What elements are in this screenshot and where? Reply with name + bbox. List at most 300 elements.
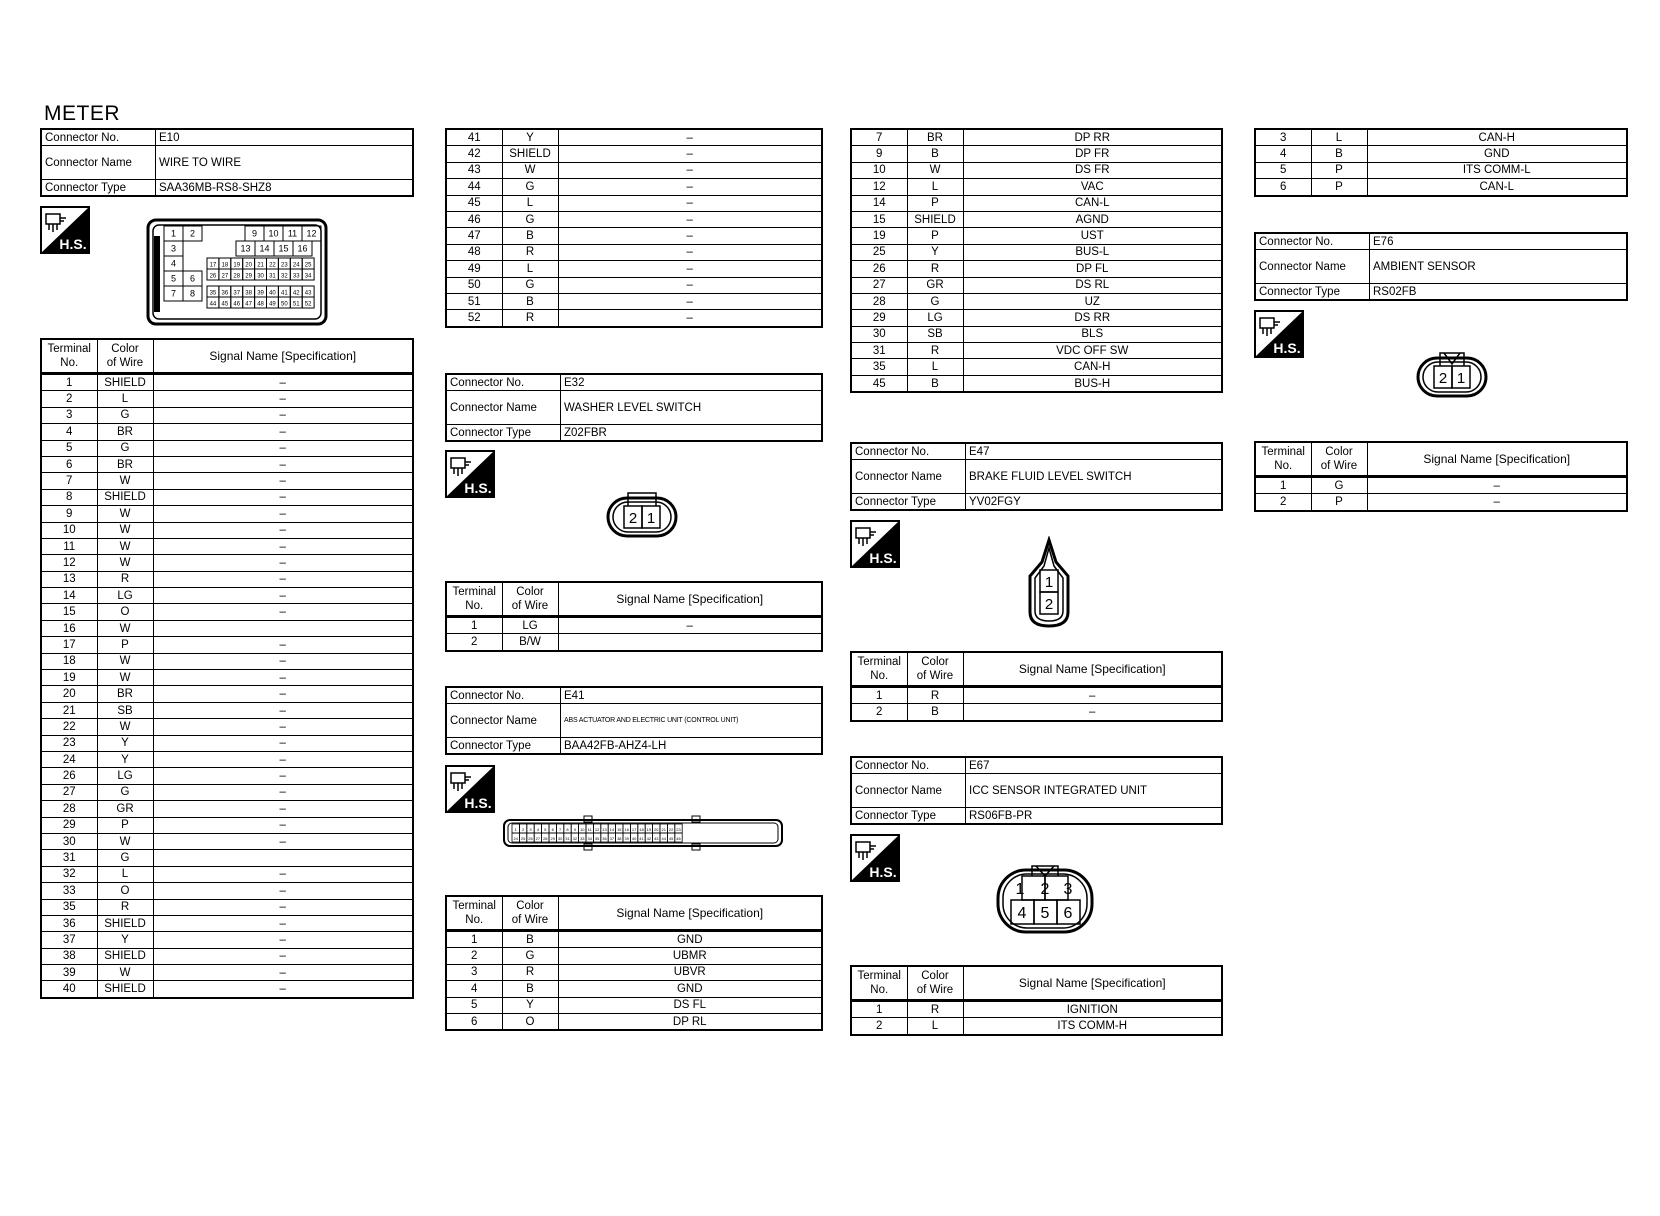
color-cell: G — [502, 179, 558, 195]
color-header: Color of Wire — [97, 339, 153, 374]
signal-cell: ITS COMM-H — [963, 1018, 1222, 1035]
table-row — [41, 571, 413, 587]
table-row — [851, 179, 1222, 195]
color-cell: W — [502, 162, 558, 178]
terminal-header: Terminal No. — [446, 582, 502, 617]
e10-pin-label: 46 — [233, 301, 241, 308]
table-row — [446, 981, 822, 997]
table-row — [446, 261, 822, 277]
color-cell: W — [97, 620, 153, 636]
color-cell: O — [502, 1013, 558, 1030]
harness-side-icon — [1254, 310, 1304, 358]
e41-pin-label: 43 — [654, 836, 659, 841]
color-cell: Y — [97, 932, 153, 948]
terminal-cell: 6 — [1255, 179, 1311, 196]
color-cell: L — [97, 866, 153, 882]
color-cell: LG — [97, 768, 153, 784]
table-row — [41, 965, 413, 981]
connector-no-value: E32 — [561, 374, 823, 391]
color-cell: Y — [97, 751, 153, 767]
signal-cell: – — [1367, 477, 1627, 494]
signal-cell: DS FR — [963, 162, 1222, 178]
color-cell: R — [97, 571, 153, 587]
e41-pin-label: 12 — [594, 827, 600, 832]
e76-connector-face-diagram — [1416, 350, 1488, 400]
terminal-cell: 2 — [851, 1018, 907, 1035]
signal-cell: CAN-L — [1367, 179, 1627, 196]
e41-pin-label: 4 — [536, 827, 540, 832]
e41-pin-label: 42 — [646, 836, 652, 841]
signal-cell — [153, 620, 413, 636]
terminal-cell: 3 — [446, 964, 502, 980]
color-cell: W — [97, 555, 153, 571]
terminal-cell: 12 — [41, 555, 97, 571]
e10-pin-label: 12 — [306, 228, 317, 239]
connector-type-label: Connector Type — [851, 494, 966, 511]
e10-pin-label: 45 — [221, 301, 229, 308]
table-row — [41, 702, 413, 718]
e10-pin-label: 16 — [297, 243, 308, 254]
signal-cell: – — [153, 538, 413, 554]
e10-pin-label: 1 — [170, 228, 177, 239]
color-cell: G — [907, 293, 963, 309]
signal-cell: – — [153, 932, 413, 948]
table-row — [41, 407, 413, 423]
color-cell: G — [97, 440, 153, 456]
e10-pin-label: 24 — [292, 262, 300, 269]
terminal-cell: 24 — [41, 751, 97, 767]
terminal-cell: 9 — [851, 146, 907, 162]
connector-plug-icon — [856, 842, 876, 860]
terminal-cell: 20 — [41, 686, 97, 702]
table-row — [851, 162, 1222, 178]
connector-name-label: Connector Name — [851, 774, 966, 808]
e10-pin-label: 36 — [221, 290, 229, 297]
color-cell: B — [907, 375, 963, 392]
e67-pin-4: 4 — [1017, 905, 1027, 922]
color-cell: SB — [907, 326, 963, 342]
terminal-cell: 2 — [446, 634, 502, 651]
table-row — [1255, 162, 1627, 178]
signal-cell: DS RR — [963, 310, 1222, 326]
color-cell: W — [97, 670, 153, 686]
color-cell: R — [907, 261, 963, 277]
e10-pin-label: 49 — [269, 301, 276, 308]
terminal-cell: 40 — [41, 981, 97, 998]
e10-pin-label: 8 — [189, 288, 196, 299]
table-row — [41, 899, 413, 915]
table-row — [41, 719, 413, 735]
connector-type-value: RS06FB-PR — [966, 808, 1223, 825]
connector-type-value: SAA36MB-RS8-SHZ8 — [156, 180, 414, 197]
signal-cell: BUS-H — [963, 375, 1222, 392]
connector-type-label: Connector Type — [41, 180, 156, 197]
color-cell: W — [97, 538, 153, 554]
connector-no-label: Connector No. — [1255, 233, 1370, 250]
color-cell: W — [97, 473, 153, 489]
harness-side-icon — [445, 450, 495, 498]
signal-cell: – — [153, 506, 413, 522]
signal-cell: – — [963, 704, 1222, 721]
table-row — [446, 948, 822, 964]
table-row — [41, 424, 413, 440]
connector-name-label: Connector Name — [446, 704, 561, 738]
signal-cell: – — [153, 407, 413, 423]
signal-cell: – — [558, 129, 822, 146]
signal-header: Signal Name [Specification] — [558, 582, 822, 617]
signal-cell: – — [153, 637, 413, 653]
e10-pin-label: 50 — [281, 301, 288, 308]
signal-cell — [153, 850, 413, 866]
signal-cell: BUS-L — [963, 244, 1222, 260]
table-row — [41, 637, 413, 653]
color-cell: GR — [907, 277, 963, 293]
signal-cell: DP FR — [963, 146, 1222, 162]
connector-no-label: Connector No. — [851, 757, 966, 774]
signal-cell: – — [153, 751, 413, 767]
color-cell: B — [907, 146, 963, 162]
signal-cell: CAN-H — [1367, 129, 1627, 146]
e41-pin-label: 30 — [557, 836, 563, 841]
table-row — [851, 359, 1222, 375]
table-row — [851, 1001, 1222, 1018]
e41-pin-label: 15 — [617, 827, 622, 832]
pin-table-e10 — [40, 338, 414, 999]
signal-cell: – — [153, 653, 413, 669]
signal-cell: – — [153, 374, 413, 391]
e10-pin-label: 51 — [292, 301, 300, 308]
hs-label: H.S. — [464, 795, 492, 811]
e67-pin-6: 6 — [1063, 905, 1073, 922]
terminal-cell: 48 — [446, 244, 502, 260]
e41-pin-label: 41 — [639, 836, 644, 841]
e41-pin-label: 31 — [565, 836, 570, 841]
terminal-cell: 33 — [41, 883, 97, 899]
signal-cell: – — [963, 687, 1222, 704]
signal-cell: – — [153, 555, 413, 571]
e41-pin-label: 17 — [631, 827, 637, 832]
table-row — [41, 604, 413, 620]
color-cell: W — [97, 719, 153, 735]
connector-name-label: Connector Name — [41, 146, 156, 180]
terminal-cell: 45 — [851, 375, 907, 392]
color-cell: P — [1311, 179, 1367, 196]
table-row — [41, 915, 413, 931]
signal-cell: – — [153, 981, 413, 998]
signal-cell: UBMR — [558, 948, 822, 964]
e47-pin-1: 1 — [1044, 574, 1054, 591]
e41-pin-label: 35 — [594, 836, 600, 841]
hs-label: H.S. — [869, 864, 897, 880]
color-header: Color of Wire — [502, 582, 558, 617]
table-row — [446, 964, 822, 980]
e41-pin-label: 20 — [654, 827, 659, 832]
signal-cell: – — [153, 702, 413, 718]
table-row — [41, 374, 413, 391]
terminal-cell: 18 — [41, 653, 97, 669]
terminal-cell: 50 — [446, 277, 502, 293]
signal-cell: DS FL — [558, 997, 822, 1013]
e10-pin-label: 17 — [209, 262, 217, 269]
e10-pin-label: 21 — [257, 262, 264, 269]
e41-pin-label: 22 — [668, 827, 674, 832]
e10-pin-label: 33 — [292, 273, 300, 280]
table-row — [41, 817, 413, 833]
e10-pin-label: 41 — [281, 290, 288, 297]
terminal-cell: 2 — [446, 948, 502, 964]
e10-pin-label: 22 — [269, 262, 276, 269]
table-row — [41, 932, 413, 948]
connector-name-label: Connector Name — [446, 391, 561, 425]
color-cell: B — [1311, 146, 1367, 162]
terminal-cell: 5 — [41, 440, 97, 456]
color-cell: SB — [97, 702, 153, 718]
e41-pin-label: 37 — [609, 836, 615, 841]
signal-cell: AGND — [963, 211, 1222, 227]
color-cell: BR — [97, 456, 153, 472]
signal-cell: – — [558, 211, 822, 227]
harness-side-icon — [445, 765, 495, 813]
color-cell: L — [97, 391, 153, 407]
table-row — [41, 883, 413, 899]
table-row — [41, 506, 413, 522]
e10-pin-label: 11 — [287, 228, 298, 239]
terminal-cell: 3 — [41, 407, 97, 423]
e41-pin-label: 46 — [676, 836, 681, 841]
table-row — [851, 211, 1222, 227]
e10-pin-label: 5 — [170, 273, 177, 284]
connector-name-value: WIRE TO WIRE — [156, 146, 414, 180]
terminal-cell: 15 — [41, 604, 97, 620]
harness-side-icon — [850, 520, 900, 568]
e67-connector-face-diagram — [996, 862, 1094, 936]
e10-connector-face-diagram — [146, 218, 328, 326]
table-row — [851, 129, 1222, 146]
e10-pin-label: 2 — [189, 228, 196, 239]
table-row — [41, 555, 413, 571]
connector-type-label: Connector Type — [446, 738, 561, 755]
connector-name-label: Connector Name — [1255, 250, 1370, 284]
signal-cell: DP FL — [963, 261, 1222, 277]
e10-pin-label: 30 — [257, 273, 264, 280]
table-row — [446, 195, 822, 211]
e41-pin-label: 40 — [631, 836, 637, 841]
connector-no-value: E67 — [966, 757, 1223, 774]
color-cell: SHIELD — [502, 146, 558, 162]
signal-cell: – — [153, 588, 413, 604]
connector-plug-icon — [451, 458, 471, 476]
color-cell: L — [502, 261, 558, 277]
connector-name-value: ABS ACTUATOR AND ELECTRIC UNIT (CONTROL UNIT) — [561, 704, 823, 738]
terminal-cell: 7 — [851, 129, 907, 146]
e10-pin-label: 29 — [245, 273, 252, 280]
color-cell: GR — [97, 801, 153, 817]
signal-cell: – — [153, 473, 413, 489]
table-row — [41, 538, 413, 554]
e41-pin-label: 8 — [566, 827, 569, 832]
terminal-cell: 5 — [1255, 162, 1311, 178]
harness-side-icon — [850, 834, 900, 882]
signal-cell: – — [153, 833, 413, 849]
color-cell: P — [1311, 494, 1367, 511]
pin-table-e41-cont — [850, 128, 1223, 393]
signal-cell: – — [153, 768, 413, 784]
table-row — [1255, 477, 1627, 494]
signal-cell: DP RL — [558, 1013, 822, 1030]
table-row — [851, 195, 1222, 211]
e10-pin-label: 52 — [304, 301, 312, 308]
color-cell: L — [502, 195, 558, 211]
terminal-cell: 35 — [41, 899, 97, 915]
e41-pin-label: 13 — [602, 827, 607, 832]
e41-pin-label: 16 — [624, 827, 629, 832]
signal-cell: GND — [558, 931, 822, 948]
pin-table-e41 — [445, 895, 823, 1031]
color-cell: P — [97, 637, 153, 653]
signal-cell: – — [153, 391, 413, 407]
table-row — [446, 277, 822, 293]
terminal-cell: 31 — [851, 343, 907, 359]
color-cell: B — [502, 293, 558, 309]
terminal-cell: 10 — [41, 522, 97, 538]
color-cell: W — [97, 522, 153, 538]
terminal-cell: 8 — [41, 489, 97, 505]
table-row — [41, 391, 413, 407]
table-row — [851, 704, 1222, 721]
e10-pin-label: 10 — [268, 228, 279, 239]
terminal-cell: 5 — [446, 997, 502, 1013]
terminal-cell: 1 — [41, 374, 97, 391]
e41-pin-label: 36 — [602, 836, 607, 841]
color-cell: L — [907, 1018, 963, 1035]
e32-connector-face-diagram — [606, 490, 678, 540]
table-row — [851, 228, 1222, 244]
color-cell: LG — [97, 588, 153, 604]
terminal-cell: 15 — [851, 211, 907, 227]
table-row — [41, 653, 413, 669]
signal-cell: – — [153, 440, 413, 456]
e41-pin-label: 19 — [646, 827, 652, 832]
table-row — [41, 588, 413, 604]
table-row — [41, 784, 413, 800]
terminal-cell: 43 — [446, 162, 502, 178]
signal-cell: – — [153, 915, 413, 931]
table-row — [1255, 146, 1627, 162]
e76-pin-2: 2 — [1438, 370, 1448, 387]
table-row — [1255, 494, 1627, 511]
connector-plug-icon — [856, 528, 876, 546]
e10-pin-label: 42 — [292, 290, 300, 297]
table-row — [446, 211, 822, 227]
terminal-cell: 25 — [851, 244, 907, 260]
terminal-cell: 23 — [41, 735, 97, 751]
e10-pin-label: 13 — [240, 243, 251, 254]
table-row — [851, 244, 1222, 260]
terminal-cell: 47 — [446, 228, 502, 244]
table-row — [851, 293, 1222, 309]
terminal-cell: 36 — [41, 915, 97, 931]
terminal-cell: 6 — [41, 456, 97, 472]
color-cell: BR — [97, 424, 153, 440]
terminal-cell: 30 — [41, 833, 97, 849]
table-row — [851, 261, 1222, 277]
terminal-cell: 30 — [851, 326, 907, 342]
table-row — [851, 375, 1222, 392]
hs-label: H.S. — [1273, 340, 1301, 356]
connector-no-value: E76 — [1370, 233, 1628, 250]
e41-pin-label: 1 — [514, 827, 517, 832]
terminal-cell: 28 — [41, 801, 97, 817]
color-cell: SHIELD — [97, 374, 153, 391]
signal-cell: – — [153, 686, 413, 702]
color-cell: R — [907, 1001, 963, 1018]
table-row — [851, 1018, 1222, 1035]
e10-pin-label: 34 — [304, 273, 312, 280]
terminal-cell: 32 — [41, 866, 97, 882]
hs-label: H.S. — [464, 480, 492, 496]
e41-pin-label: 28 — [543, 836, 548, 841]
table-row — [41, 850, 413, 866]
table-row — [41, 440, 413, 456]
terminal-cell: 2 — [1255, 494, 1311, 511]
color-cell: SHIELD — [97, 915, 153, 931]
e10-pin-label: 47 — [245, 301, 252, 308]
e10-pin-label: 9 — [251, 228, 258, 239]
signal-cell: – — [153, 801, 413, 817]
color-cell: B/W — [502, 634, 558, 651]
terminal-cell: 17 — [41, 637, 97, 653]
connector-no-value: E10 — [156, 129, 414, 146]
color-cell: G — [97, 784, 153, 800]
e10-pin-label: 35 — [209, 290, 217, 297]
signal-cell: – — [558, 244, 822, 260]
connector-name-value: ICC SENSOR INTEGRATED UNIT — [966, 774, 1223, 808]
table-row — [446, 228, 822, 244]
color-cell: W — [97, 833, 153, 849]
table-row — [41, 801, 413, 817]
terminal-cell: 37 — [41, 932, 97, 948]
terminal-header: Terminal No. — [1255, 442, 1311, 477]
color-cell: G — [502, 277, 558, 293]
color-cell: P — [97, 817, 153, 833]
color-cell: W — [97, 653, 153, 669]
e41-pin-label: 18 — [639, 827, 644, 832]
connector-type-value: YV02FGY — [966, 494, 1223, 511]
pin-table-e67-cont — [1254, 128, 1628, 197]
table-row — [41, 948, 413, 964]
terminal-cell: 1 — [1255, 477, 1311, 494]
table-row — [41, 768, 413, 784]
terminal-cell: 19 — [851, 228, 907, 244]
e41-pin-label: 11 — [587, 827, 592, 832]
color-cell: R — [502, 964, 558, 980]
signal-cell: – — [558, 310, 822, 327]
e41-pin-label: 3 — [529, 827, 532, 832]
connector-info-e32 — [445, 373, 823, 442]
connector-name-value: BRAKE FLUID LEVEL SWITCH — [966, 460, 1223, 494]
color-cell: B — [502, 931, 558, 948]
color-cell: L — [907, 179, 963, 195]
signal-cell — [558, 634, 822, 651]
color-cell: B — [907, 704, 963, 721]
signal-cell: GND — [1367, 146, 1627, 162]
e41-pin-label: 32 — [572, 836, 578, 841]
color-cell: SHIELD — [97, 489, 153, 505]
connector-info-e76 — [1254, 232, 1628, 301]
terminal-cell: 45 — [446, 195, 502, 211]
terminal-header: Terminal No. — [851, 652, 907, 687]
table-row — [1255, 179, 1627, 196]
